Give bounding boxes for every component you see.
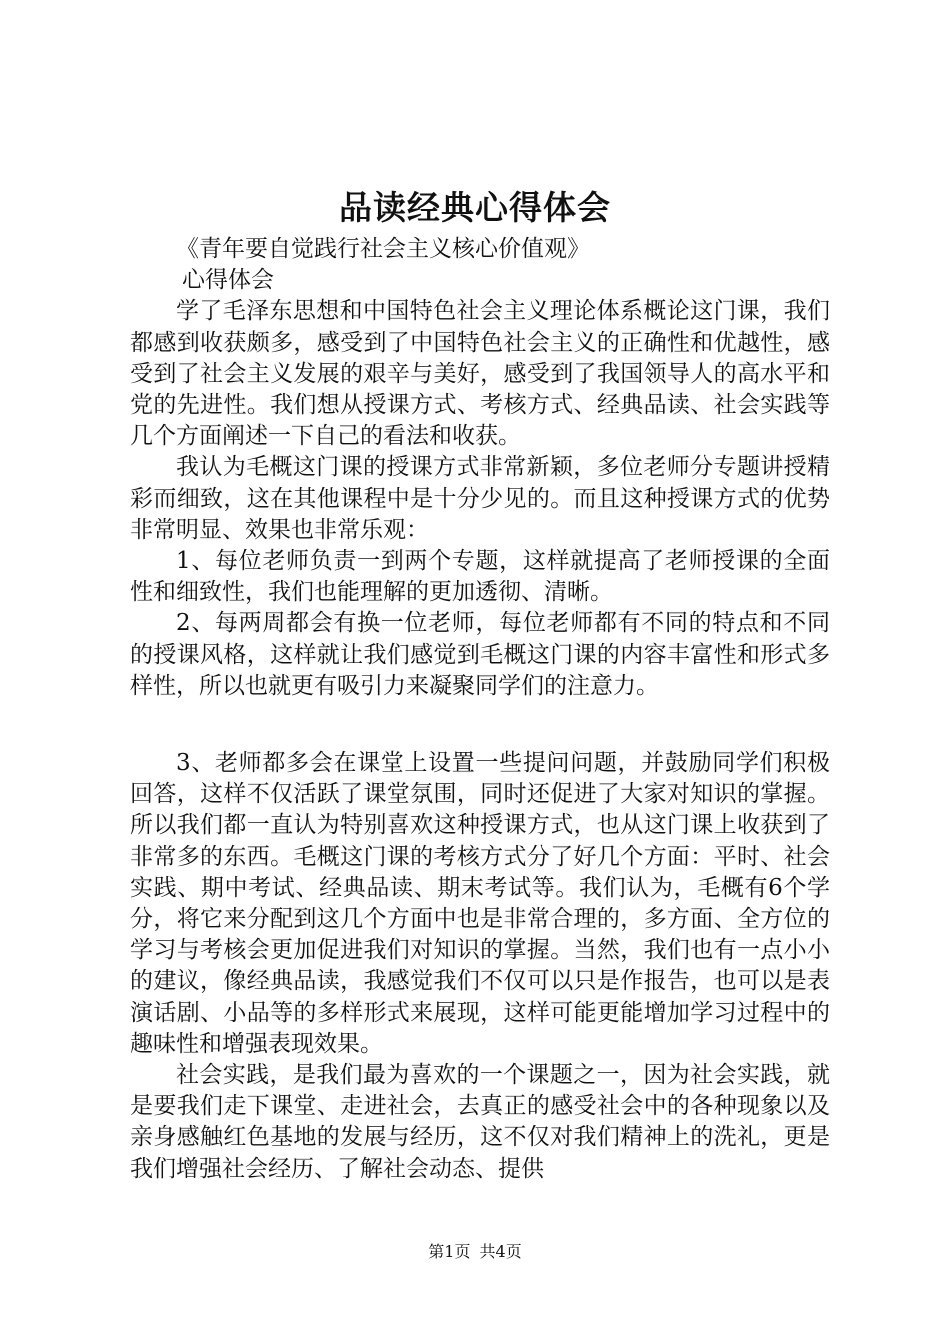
paragraph: 1、每位老师负责一到两个专题，这样就提高了老师授课的全面性和细致性，我们也能理解的更加透彻、清晰。 xyxy=(130,548,830,606)
page-number: 第1页 xyxy=(428,1242,471,1261)
subheading-line: 心得体会 xyxy=(182,267,274,294)
paragraph: 社会实践，是我们最为喜欢的一个课题之一，因为社会实践，就是要我们走下课堂、走进社会，去真正的感受社会中的各种现象以及亲身感触红色基地的发展与经历，这不仅对我们精神上的洗礼，更是我们增强社会经历、了解社会动态、提供 xyxy=(130,1062,830,1182)
paragraph: 3、老师都多会在课堂上设置一些提问问题，并鼓励同学们积极回答，这样不仅活跃了课堂氛围，同时还促进了大家对知识的掌握。所以我们都一直认为特别喜欢这种授课方式，也从这门课上收获到了非常多的东西。毛概这门课的考核方式分了好几个方面：平时、社会实践、期中考试、经典品读、期末考试等。我们认为，毛概有6个学分，将它来分配到这几个方面中也是非常合理的，多方面、全方位的学习与考核会更加促进我们对知识的掌握。当然，我们也有一点小小的建议，像经典品读，我感觉我们不仅可以只是作报告，也可以是表演话剧、小品等的多样形式来展现，这样可能更能增加学习过程中的趣味性和增强表现效果。 xyxy=(130,750,830,1057)
paragraph: 2、每两周都会有换一位老师，每位老师都有不同的特点和不同的授课风格，这样就让我们感觉到毛概这门课的内容丰富性和形式多样性，所以也就更有吸引力来凝聚同学们的注意力。 xyxy=(130,610,830,699)
page-total: 共4页 xyxy=(479,1242,522,1261)
paragraph-gap xyxy=(130,702,830,748)
paragraph: 学了毛泽东思想和中国特色社会主义理论体系概论这门课，我们都感到收获颇多，感受到了中国特色社会主义的正确性和优越性，感受到了社会主义发展的艰辛与美好，感受到了我国领导人的高水平和党的先进性。我们想从授课方式、考核方式、经典品读、社会实践等几个方面阐述一下自己的看法和收获。 xyxy=(130,298,830,450)
document-title: 品读经典心得体会 xyxy=(339,188,611,227)
subtitle-line: 《青年要自觉践行社会主义核心价值观》 xyxy=(176,236,590,262)
page-footer xyxy=(0,1242,950,1262)
paragraph: 我认为毛概这门课的授课方式非常新颖，多位老师分专题讲授精彩而细致，这在其他课程中是十分少见的。而且这种授课方式的优势非常明显、效果也非常乐观： xyxy=(130,454,830,543)
document-body xyxy=(130,234,830,1185)
